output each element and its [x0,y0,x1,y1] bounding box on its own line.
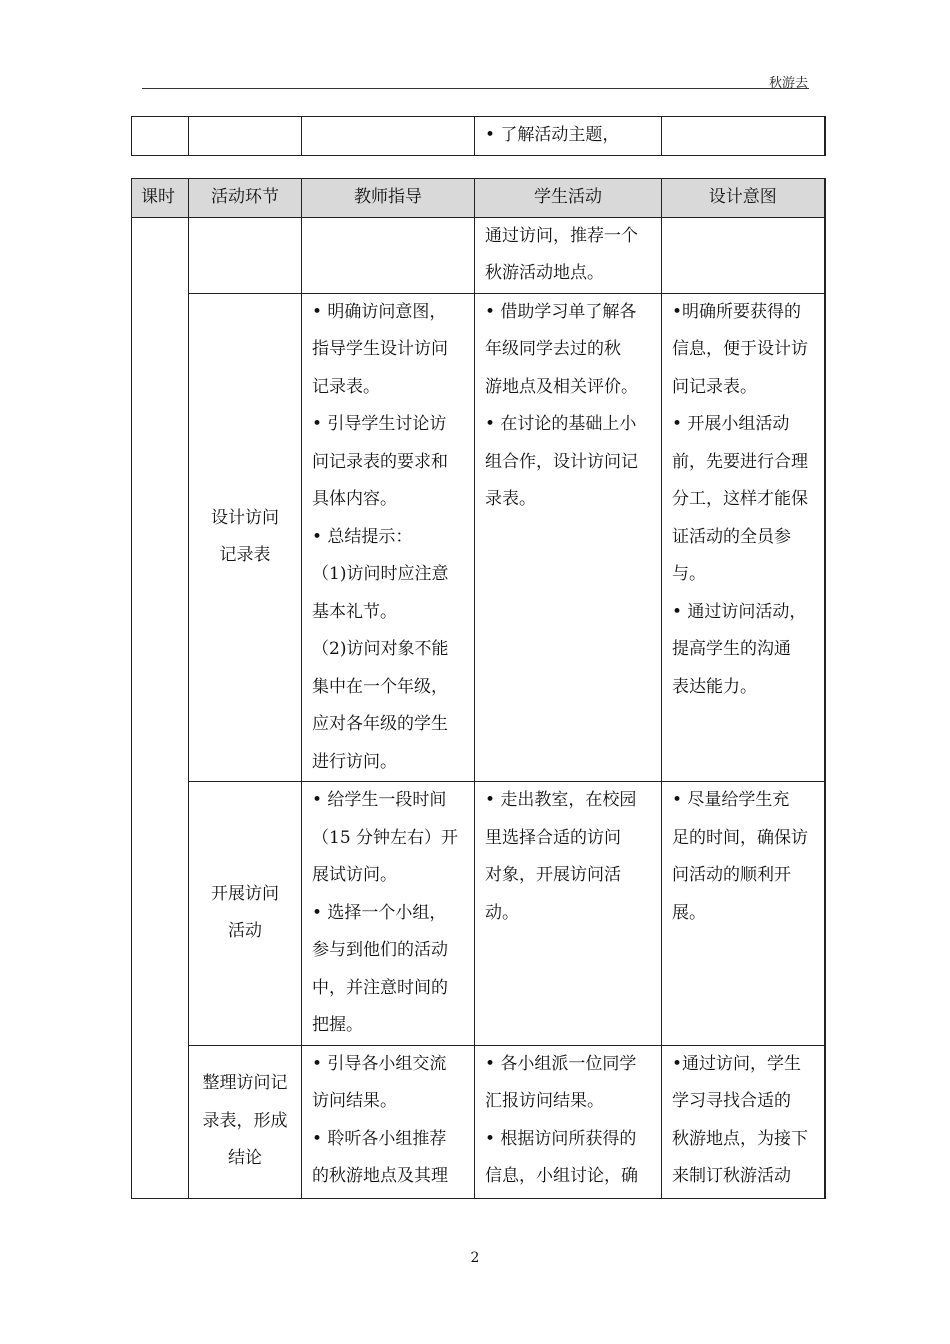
cell-student: • 借助学习单了解各 年级同学去过的秋 游地点及相关评价。 • 在讨论的基础上小 组合作，设计访问记 录表。 [475,293,662,782]
cell-empty [302,117,475,156]
col-header-student: 学生活动 [475,179,662,218]
cell-student: • 各小组派一位同学 汇报访问结果。 • 根据访问所获得的 信息，小组讨论，确 [475,1045,662,1198]
top-continuation-table [131,116,826,156]
cell-intent: • 尽量给学生充 足的时间，确保访 问活动的顺利开 展。 [662,782,825,1046]
lesson-plan-table [131,178,826,1199]
page-number: 2 [470,1250,480,1266]
cell-segment: 整理访问记 录表，形成 结论 [189,1045,302,1198]
cell-intent [662,217,825,293]
col-header-segment: 活动环节 [189,179,302,218]
cell-empty [132,117,189,156]
col-header-teacher: 教师指导 [302,179,475,218]
cell-empty [662,117,825,156]
table-header-row [132,179,825,218]
cell-teacher: • 给学生一段时间 （15 分钟左右）开 展试访问。 • 选择一个小组， 参与到他们的活动 中，并注意时间的 把握。 [302,782,475,1046]
table-row [132,117,825,156]
cell-teacher: • 明确访问意图， 指导学生设计访问 记录表。 • 引导学生讨论访 问记录表的要求和 具体内容。 • 总结提示： （1)访问时应注意 基本礼节。 （2)访问对象不能 集中在一个年级， 应对各年级的学生 进行访问。 [302,293,475,782]
cell-intent: •通过访问，学生 学习寻找合适的 秋游地点，为接下 来制订秋游活动 [662,1045,825,1198]
cell-period [132,217,189,1198]
cell-empty [189,117,302,156]
table-row [132,217,825,293]
cell-segment: 设计访问 记录表 [189,293,302,782]
cell-intent: •明确所要获得的 信息，便于设计访 问记录表。 • 开展小组活动 前，先要进行合理 分工，这样才能保 证活动的全员参 与。 • 通过访问活动， 提高学生的沟通 表达能力。 [662,293,825,782]
table-row [132,293,825,782]
cell-student: 通过访问，推荐一个 秋游活动地点。 [475,217,662,293]
table-row [132,782,825,1046]
cell-teacher: • 引导各小组交流 访问结果。 • 聆听各小组推荐 的秋游地点及其理 [302,1045,475,1198]
col-header-intent: 设计意图 [662,179,825,218]
cell-teacher [302,217,475,293]
table-row [132,1045,825,1198]
header-title: 秋游去 [768,76,808,91]
header-rule [142,88,809,89]
cell-segment [189,217,302,293]
cell-student-activity: • 了解活动主题， [475,117,662,156]
cell-segment: 开展访问 活动 [189,782,302,1046]
cell-student: • 走出教室，在校园 里选择合适的访问 对象，开展访问活 动。 [475,782,662,1046]
col-header-period: 课时 [132,179,189,218]
